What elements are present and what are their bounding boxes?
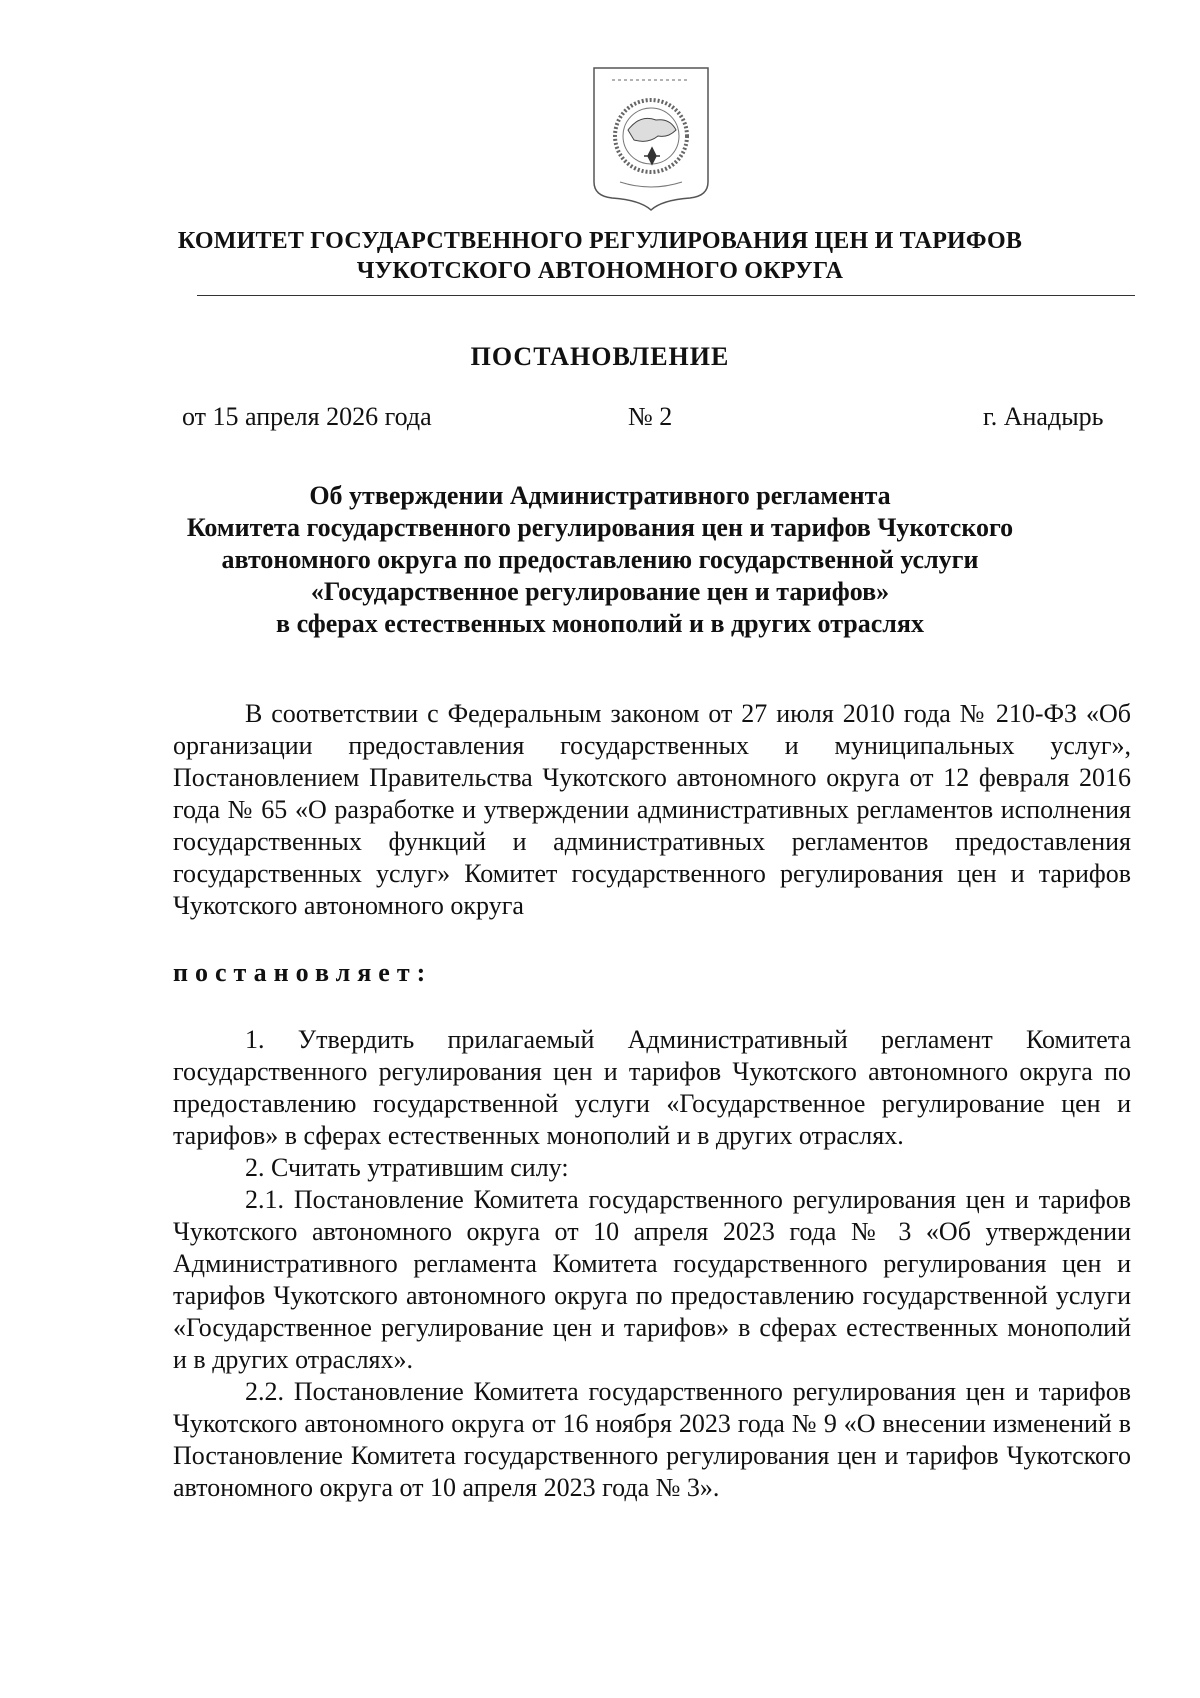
resolution-item: 2.1. Постановление Комитета государственного регулирования цен и тарифов Чукотского автономного округа от 10 апреля 2023 года № 3 «Об утверждении Административного регламента Комитета государственного регулирования цен и тарифов Чукотского автономного округа по предоставлению государственной услуги «Государственное регулирование цен и тарифов» в сферах естественных монополий и в других отраслях». — [173, 1185, 1131, 1374]
document-date: от 15 апреля 2026 года — [182, 402, 432, 431]
document-subject — [170, 480, 1030, 640]
coat-of-arms-icon — [590, 64, 712, 214]
subject-line: автономного округа по предоставлению государственной услуги — [221, 545, 979, 574]
resolution-items — [173, 1024, 1131, 1504]
resolution-item: 2. Считать утратившим силу: — [245, 1153, 569, 1182]
resolution-item: 2.2. Постановление Комитета государственного регулирования цен и тарифов Чукотского автономного округа от 16 ноября 2023 года № 9 «О внесении изменений в Постановление Комитета государственного регулирования цен и тарифов Чукотского автономного округа от 10 апреля 2023 года № 3». — [173, 1377, 1131, 1502]
resolves-heading: постановляет: — [173, 958, 433, 987]
document-city: г. Анадырь — [983, 402, 1104, 431]
header-divider — [197, 295, 1135, 296]
document-number: № 2 — [628, 402, 673, 431]
preamble-paragraph: В соответствии с Федеральным законом от 27 июля 2010 года № 210-ФЗ «Об организации предоставления государственных и муниципальных услуг», Постановлением Правительства Чукотского автономного округа от 12 февраля 2016 года № 65 «О разработке и утверждении административных регламентов исполнения государственных функций и административных регламентов предоставления государственных услуг» Комитет государственного регулирования цен и тарифов Чукотского автономного округа — [173, 699, 1131, 920]
document-type: ПОСТАНОВЛЕНИЕ — [470, 342, 730, 371]
resolution-item: 1. Утвердить прилагаемый Административный регламент Комитета государственного регулирования цен и тарифов Чукотского автономного округа по предоставлению государственной услуги «Государственное регулирование цен и тарифов» в сферах естественных монополий и в других отраслях. — [173, 1025, 1131, 1150]
organization-name-line1: КОМИТЕТ ГОСУДАРСТВЕННОГО РЕГУЛИРОВАНИЯ ЦЕН И ТАРИФОВ — [177, 228, 1023, 254]
organization-name-line2: ЧУКОТСКОГО АВТОНОМНОГО ОКРУГА — [356, 258, 844, 284]
subject-line: Об утверждении Административного регламента — [309, 481, 891, 510]
subject-line: в сферах естественных монополий и в других отраслях — [276, 609, 924, 638]
subject-line: «Государственное регулирование цен и тарифов» — [310, 577, 890, 606]
subject-line: Комитета государственного регулирования цен и тарифов Чукотского — [186, 513, 1014, 542]
